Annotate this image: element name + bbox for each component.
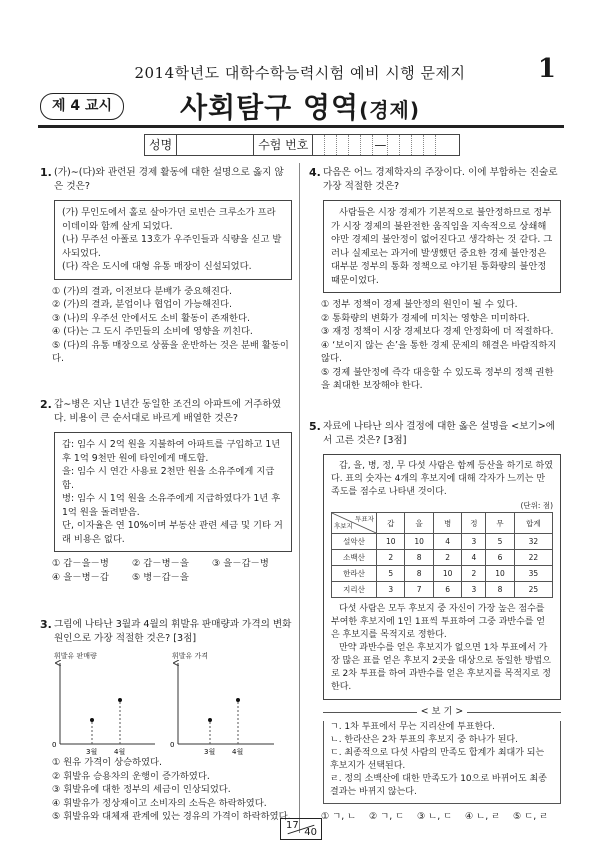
passage-line: (나) 무주선 아폴로 13호가 우주인들과 식량을 싣고 발사되었다.	[62, 234, 282, 259]
option-2[interactable]: ② (가)의 결과, 분업이나 협업이 가능해진다.	[52, 299, 232, 310]
question-1	[40, 166, 292, 366]
exam-number-dash: —	[373, 135, 388, 155]
option-5[interactable]: ⑤ (다)의 유통 매장으로 상품을 운반하는 것은 분배 활동이다.	[52, 339, 289, 364]
chart-sales	[52, 651, 155, 756]
axis-label-sales: 휘발유 판매량	[54, 652, 97, 660]
passage-intro: 갑, 을, 병, 정, 무 다섯 사람은 함께 등산을 하기로 하였다. 표의 숫자는 4개의 후보지에 대해 각자가 느끼는 만족도를 점수로 나타낸 것이다.	[331, 461, 553, 497]
col-header: 병	[433, 513, 461, 534]
table-row	[332, 582, 553, 598]
question-5	[309, 420, 561, 824]
col-header: 갑	[377, 513, 405, 534]
row-label: 한라산	[332, 566, 377, 582]
option-2[interactable]: ② ㄱ, ㄷ	[369, 811, 405, 822]
table-cell: 3	[462, 534, 486, 550]
question-number: 4.	[309, 166, 321, 179]
x-tick-april: 4월	[232, 748, 244, 756]
table-cell: 5	[377, 566, 405, 582]
option-3[interactable]: ③ 을－갑－병	[212, 558, 269, 569]
table-row	[332, 566, 553, 582]
x-tick-march: 3월	[86, 748, 98, 756]
bogi-item: ㄱ. 1차 투표에서 무는 지리산에 투표한다.	[330, 722, 495, 732]
table-cell: 3	[462, 582, 486, 598]
passage-box	[323, 454, 561, 700]
table-cell: 8	[486, 582, 514, 598]
table-cell: 5	[486, 534, 514, 550]
table-corner	[332, 513, 377, 534]
exam-title: 2014학년도 대학수학능력시험 예비 시행 문제지	[134, 64, 466, 82]
name-label: 성명	[145, 135, 177, 155]
corner-site: 후보지	[334, 522, 353, 530]
table-cell: 2	[433, 550, 461, 566]
table-cell: 35	[514, 566, 552, 582]
table-cell: 10	[377, 534, 405, 550]
table-cell: 32	[514, 534, 552, 550]
question-number: 3.	[40, 618, 52, 631]
question-text: 갑∼병은 지난 1년간 동일한 조건의 아파트에 거주하였다. 비용이 큰 순서대로 바르게 배열한 것은?	[54, 399, 282, 424]
option-1[interactable]: ① 원유 가격이 상승하였다.	[52, 757, 162, 768]
table-cell: 22	[514, 550, 552, 566]
passage-box	[54, 432, 292, 552]
point-march	[90, 718, 94, 722]
axis-label-price: 휘발유 가격	[172, 652, 209, 660]
option-2[interactable]: ② 통화량의 변화가 경제에 미치는 영향은 미미하다.	[321, 312, 530, 324]
table-cell: 3	[377, 582, 405, 598]
satisfaction-table	[331, 512, 553, 598]
col-header: 을	[405, 513, 433, 534]
col-header: 정	[462, 513, 486, 534]
origin-label: 0	[52, 741, 57, 749]
option-row	[52, 557, 292, 571]
question-text: 그림에 나타난 3월과 4월의 휘발유 판매량과 가격의 변화 원인으로 가장 적절한 것은? [3점]	[54, 619, 292, 644]
page-footer	[280, 818, 322, 840]
question-number: 5.	[309, 420, 321, 433]
point-april	[118, 698, 122, 702]
question-text: 다음은 어느 경제학자의 주장이다. 이에 부합하는 진술로 가장 적절한 것은?	[323, 167, 558, 192]
passage-line: 단, 이자율은 연 10%이며 부동산 관련 세금 및 기타 거래 비용은 없다.	[62, 520, 283, 545]
bogi-item: ㄹ. 정의 소백산에 대한 만족도가 10으로 바뀌어도 최종 결과는 바뀌지 않는다.	[330, 774, 547, 797]
question-text: 자료에 나타난 의사 결정에 대한 옳은 설명을 <보기>에서 고른 것은? [3점]	[323, 421, 556, 446]
row-label: 소백산	[332, 550, 377, 566]
option-4[interactable]: ④ ㄴ, ㄹ	[465, 811, 501, 822]
exam-number-label: 수험 번호	[254, 135, 313, 155]
table-cell: 2	[377, 550, 405, 566]
table-cell: 2	[462, 566, 486, 582]
table-cell: 25	[514, 582, 552, 598]
passage-box	[54, 200, 292, 280]
table-cell: 4	[433, 534, 461, 550]
passage-line: 을: 임수 시 연간 사용료 2천만 원을 소유주에게 지급함.	[62, 466, 275, 491]
footer-page: 17	[286, 820, 299, 831]
chart-price	[170, 651, 274, 756]
student-info-box	[144, 134, 460, 156]
question-number: 1.	[40, 166, 52, 179]
passage-rule: 다섯 사람은 모두 후보지 중 자신이 가장 높은 점수를 부여한 후보지에 1인 1표씩 투표하여 그중 과반수를 얻은 후보지를 목적지로 정한다.	[331, 604, 546, 640]
header-rule	[38, 125, 564, 128]
bogi-items	[323, 721, 561, 804]
option-1[interactable]: ① 갑－을－병	[52, 558, 109, 569]
x-tick-march: 3월	[204, 748, 216, 756]
option-1[interactable]: ① 정부 정책이 경제 불안정의 원인이 될 수 있다.	[321, 299, 518, 310]
col-header: 무	[486, 513, 514, 534]
session-badge: 제 4 교시	[40, 93, 124, 120]
subject-main: 사회탐구 영역	[180, 91, 360, 124]
row-label: 설악산	[332, 534, 377, 550]
table-unit: (단위: 점)	[520, 501, 553, 510]
option-5[interactable]: ⑤ ㄷ, ㄹ	[513, 811, 549, 822]
option-5[interactable]: ⑤ 경제 불안정에 즉각 대응할 수 있도록 정부의 정책 권한을 최대한 보장해야 한다.	[321, 366, 554, 391]
point-april	[236, 698, 240, 702]
subject-title	[0, 86, 600, 126]
point-march	[208, 718, 212, 722]
table-cell: 8	[405, 566, 433, 582]
gasoline-charts	[40, 648, 292, 756]
passage-rule-2: 만약 과반수를 얻은 후보지가 없으면 1차 투표에서 가장 많은 표를 얻은 후보지 2곳을 대상으로 동일한 방법으로 2차 투표를 하여 과반수를 얻은 후보지를 목적지로 정한다.	[331, 643, 551, 692]
question-4	[309, 166, 561, 393]
table-cell: 6	[433, 582, 461, 598]
bogi-label: < 보 기 >	[323, 705, 561, 719]
table-cell: 8	[405, 550, 433, 566]
page-number: 1	[537, 54, 556, 84]
option-5[interactable]: ⑤ 병－갑－을	[132, 572, 189, 583]
option-row	[52, 571, 292, 585]
option-4[interactable]: ④ 을－병－갑	[52, 572, 109, 583]
table-cell: 10	[433, 566, 461, 582]
col-header: 합계	[514, 513, 552, 534]
row-label: 지리산	[332, 582, 377, 598]
footer-total: 40	[304, 827, 317, 838]
option-row	[321, 810, 561, 824]
option-3[interactable]: ③ 재정 정책이 시장 경제보다 경제 안정화에 더 적절하다.	[321, 326, 554, 337]
origin-label: 0	[170, 741, 175, 749]
option-4[interactable]: ④ ‘보이지 않는 손’을 통한 경제 문제의 해결은 바람직하지 않다.	[321, 339, 557, 364]
question-text: (가)∼(다)와 관련된 경제 활동에 대한 설명으로 옳지 않은 것은?	[54, 167, 284, 192]
exam-number-field[interactable]	[313, 135, 447, 155]
table-cell: 10	[405, 534, 433, 550]
bogi-item: ㄴ. 한라산은 2차 투표의 후보지 중 하나가 된다.	[330, 735, 518, 745]
subject-sub: (경제)	[359, 98, 420, 122]
table-row	[332, 534, 553, 550]
option-3[interactable]: ③ (나)의 우주선 안에서도 소비 활동이 존재한다.	[52, 312, 250, 324]
passage-line: (다) 작은 도시에 대형 유통 매장이 신설되었다.	[62, 261, 252, 272]
table-row	[332, 550, 553, 566]
option-2[interactable]: ② 갑－병－을	[132, 558, 189, 569]
option-5[interactable]: ⑤ 휘발유와 대체재 관계에 있는 경유의 가격이 하락하였다.	[52, 811, 291, 822]
option-1[interactable]: ① (가)의 결과, 이전보다 분배가 중요해진다.	[52, 285, 232, 297]
x-tick-april: 4월	[114, 748, 126, 756]
table-cell: 10	[486, 566, 514, 582]
question-number: 2.	[40, 398, 52, 411]
option-4[interactable]: ④ (다)는 그 도시 주민들의 소비에 영향을 끼친다.	[52, 326, 253, 337]
column-divider	[299, 163, 300, 833]
question-2	[40, 398, 292, 585]
corner-voter: 투표자	[355, 515, 374, 523]
passage-box: 사람들은 시장 경제가 기본적으로 불안정하므로 정부가 시장 경제의 불완전한 움직임을 지속적으로 상쇄해야만 경제의 불안정이 없어진다고 생각하는 것 같다. 그러나 실제로는 과거에 발생했던 중요한 경제 불안정은 대부분 정부의 통화 정책으로 야기된 통화량의 불안정 때문이었다.	[323, 200, 561, 293]
passage-line: 병: 임수 시 1억 원을 소유주에게 지급하였다가 1년 후 1억 원을 돌려받음.	[62, 493, 281, 518]
option-4[interactable]: ④ 휘발유가 정상재이고 소비자의 소득은 하락하였다.	[52, 797, 267, 809]
option-3[interactable]: ③ ㄴ, ㄷ	[417, 811, 453, 822]
table-cell: 6	[486, 550, 514, 566]
bogi-box	[323, 705, 561, 804]
option-1[interactable]: ① ㄱ, ㄴ	[321, 811, 357, 822]
name-field[interactable]	[177, 135, 254, 155]
question-3	[40, 618, 292, 824]
passage-line: (가) 무인도에서 홀로 살아가던 로빈슨 크루소가 프라이데이와 함께 살게 되었다.	[62, 207, 276, 232]
passage-line: 갑: 임수 시 2억 원을 지불하여 아파트를 구입하고 1년 후 1억 9천만 원에 타인에게 매도함.	[62, 439, 281, 464]
table-cell: 4	[462, 550, 486, 566]
table-cell: 7	[405, 582, 433, 598]
option-2[interactable]: ② 휘발유 승용차의 운행이 증가하였다.	[52, 770, 210, 782]
bogi-item: ㄷ. 최종적으로 다섯 사람의 만족도 합계가 최대가 되는 후보지가 선택된다.	[330, 748, 545, 771]
option-3[interactable]: ③ 휘발유에 대한 정부의 세금이 인상되었다.	[52, 784, 231, 795]
